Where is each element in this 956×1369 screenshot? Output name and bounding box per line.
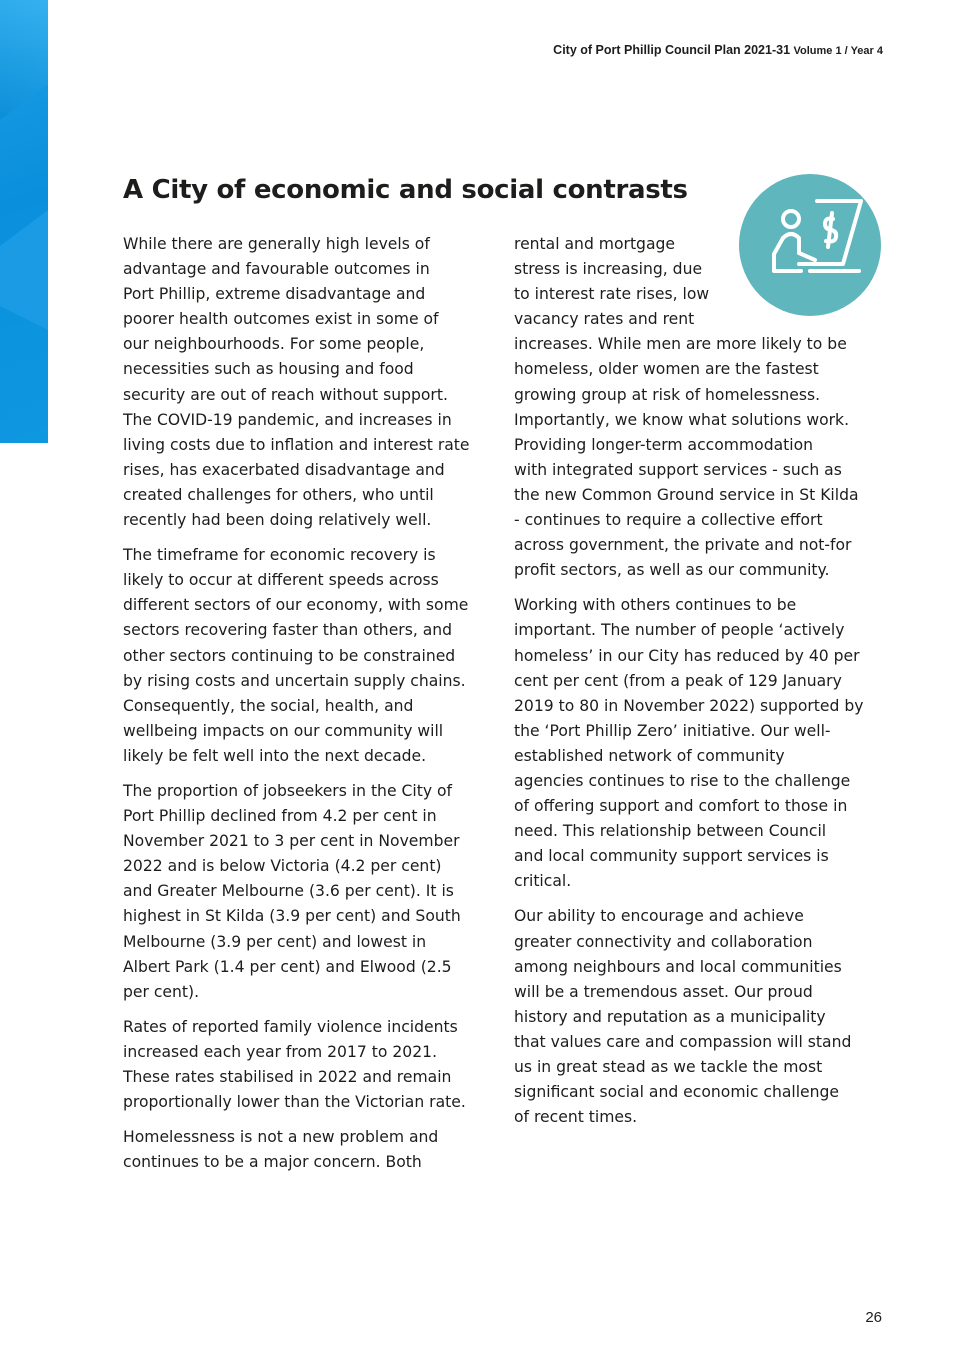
running-header bbox=[553, 43, 883, 57]
text-line: important. The number of people ‘actively bbox=[514, 621, 845, 640]
text-line: security are out of reach without support. bbox=[123, 385, 448, 404]
paragraph bbox=[514, 904, 882, 1130]
paragraph bbox=[123, 543, 493, 769]
text-line: significant social and economic challenge bbox=[514, 1083, 840, 1102]
text-line: need. This relationship between Council bbox=[514, 822, 827, 841]
text-line: recently had been doing relatively well. bbox=[123, 511, 432, 530]
text-line: highest in St Kilda (3.9 per cent) and South bbox=[123, 907, 461, 926]
text-line: poorer health outcomes exist in some of bbox=[123, 310, 439, 329]
page-number: 26 bbox=[865, 1309, 882, 1326]
text-line: cent per cent (from a peak of 129 January bbox=[514, 671, 842, 690]
text-line: The timeframe for economic recovery is bbox=[123, 546, 436, 565]
text-line: While there are generally high levels of bbox=[123, 235, 430, 253]
text-line: The proportion of jobseekers in the City of bbox=[123, 781, 453, 800]
text-line: vacancy rates and rent bbox=[514, 310, 695, 329]
text-line: proportionally lower than the Victorian rate. bbox=[123, 1093, 466, 1112]
text-line: likely to occur at different speeds across bbox=[123, 571, 439, 590]
text-line: greater connectivity and collaboration bbox=[514, 932, 813, 951]
text-line: rises, has exacerbated disadvantage and bbox=[123, 460, 445, 479]
page-title: A City of economic and social contrasts bbox=[123, 175, 688, 205]
text-line: Rates of reported family violence incidents bbox=[123, 1017, 458, 1036]
text-line: homeless, older women are the fastest bbox=[514, 360, 819, 379]
text-line: November 2021 to 3 per cent in November bbox=[123, 832, 460, 851]
text-line: living costs due to inflation and interest rate bbox=[123, 435, 470, 454]
text-line: us in great stead as we tackle the most bbox=[514, 1058, 823, 1076]
text-line: established network of community bbox=[514, 746, 785, 765]
text-line: and Greater Melbourne (3.6 per cent). It is bbox=[123, 882, 454, 901]
paragraph bbox=[123, 232, 493, 533]
header-volume: Volume 1 / Year 4 bbox=[793, 45, 883, 57]
side-bar-facet bbox=[0, 0, 48, 120]
paragraph bbox=[514, 232, 882, 583]
text-line: 2022 and is below Victoria (4.2 per cent) bbox=[123, 857, 442, 876]
side-bar-facet bbox=[0, 210, 48, 330]
text-line: across government, the private and not-for bbox=[514, 536, 852, 555]
text-line: created challenges for others, who until bbox=[123, 485, 434, 504]
text-line: Port Phillip, extreme disadvantage and bbox=[123, 285, 426, 304]
paragraph bbox=[123, 1125, 493, 1175]
text-line: with integrated support services - such as bbox=[514, 460, 842, 479]
text-line: increased each year from 2017 to 2021. bbox=[123, 1042, 438, 1061]
text-line: continues to be a major concern. Both bbox=[123, 1153, 422, 1172]
text-line: wellbeing impacts on our community will bbox=[123, 721, 444, 740]
text-line: sectors recovering faster than others, and bbox=[123, 621, 453, 640]
header-title: City of Port Phillip Council Plan 2021-31 bbox=[553, 43, 791, 57]
text-line: our neighbourhoods. For some people, bbox=[123, 335, 425, 354]
text-line: Homelessness is not a new problem and bbox=[123, 1128, 439, 1147]
paragraph bbox=[123, 1015, 493, 1115]
text-line: profit sectors, as well as our community. bbox=[514, 561, 830, 580]
text-line: increases. While men are more likely to be bbox=[514, 335, 847, 354]
text-line: - continues to require a collective effort bbox=[514, 511, 823, 530]
text-line: Providing longer-term accommodation bbox=[514, 435, 814, 454]
text-line: by rising costs and uncertain supply chains. bbox=[123, 671, 466, 690]
text-line: growing group at risk of homelessness. bbox=[514, 385, 821, 404]
text-line: Melbourne (3.9 per cent) and lowest in bbox=[123, 932, 427, 951]
text-line: agencies continues to rise to the challenge bbox=[514, 771, 851, 790]
text-line: Consequently, the social, health, and bbox=[123, 696, 414, 715]
text-line: Working with others continues to be bbox=[514, 596, 797, 615]
text-line: of offering support and comfort to those in bbox=[514, 797, 848, 816]
text-line: and local community support services is bbox=[514, 847, 829, 866]
text-line: the ‘Port Phillip Zero’ initiative. Our well- bbox=[514, 721, 831, 740]
text-line: that values care and compassion will stand bbox=[514, 1032, 852, 1051]
paragraph bbox=[514, 593, 882, 894]
text-line: will be a tremendous asset. Our proud bbox=[514, 982, 813, 1001]
text-line: Our ability to encourage and achieve bbox=[514, 907, 804, 926]
text-line: among neighbours and local communities bbox=[514, 957, 842, 976]
text-line: different sectors of our economy, with some bbox=[123, 596, 469, 615]
text-line: to interest rate rises, low bbox=[514, 285, 710, 304]
text-line: necessities such as housing and food bbox=[123, 360, 414, 379]
text-line: per cent). bbox=[123, 982, 200, 1001]
text-line: homeless’ in our City has reduced by 40 per bbox=[514, 646, 860, 665]
text-line: other sectors continuing to be constrained bbox=[123, 646, 456, 665]
text-line: critical. bbox=[514, 872, 572, 891]
text-line: These rates stabilised in 2022 and remain bbox=[123, 1068, 452, 1086]
text-line: rental and mortgage bbox=[514, 235, 676, 253]
text-line: advantage and favourable outcomes in bbox=[123, 260, 430, 279]
right-text-column bbox=[514, 232, 882, 1140]
text-line: stress is increasing, due bbox=[514, 260, 703, 279]
text-line: the new Common Ground service in St Kilda bbox=[514, 485, 859, 504]
text-line: 2019 to 80 in November 2022) supported by bbox=[514, 696, 864, 715]
text-line: history and reputation as a municipality bbox=[514, 1007, 826, 1026]
paragraph bbox=[123, 779, 493, 1005]
text-line: Importantly, we know what solutions work. bbox=[514, 410, 850, 429]
text-line: of recent times. bbox=[514, 1108, 638, 1127]
text-line: Port Phillip declined from 4.2 per cent in bbox=[123, 807, 437, 826]
text-line: likely be felt well into the next decade. bbox=[123, 746, 427, 765]
text-line: The COVID-19 pandemic, and increases in bbox=[123, 410, 452, 429]
text-line: Albert Park (1.4 per cent) and Elwood (2.5 bbox=[123, 957, 452, 976]
left-text-column bbox=[123, 232, 493, 1185]
decorative-side-bar bbox=[0, 0, 48, 443]
